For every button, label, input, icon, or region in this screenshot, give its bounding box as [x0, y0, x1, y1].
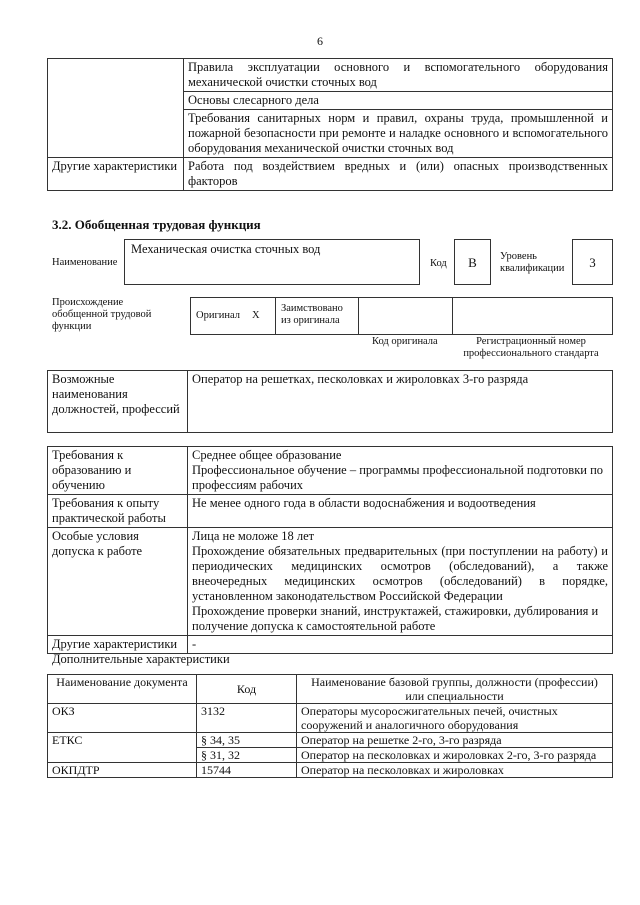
cell-name: Оператор на решетке 2-го, 3-го разряда [297, 733, 613, 748]
row-text: Основы слесарного дела [184, 92, 613, 110]
table-header-row [48, 675, 613, 704]
cell-code: § 34, 35 [197, 733, 297, 748]
cell-name: Операторы мусоросжигательных печей, очистных сооружений и аналогичного оборудования [297, 704, 613, 733]
level-value: 3 [572, 239, 613, 285]
origin-label: Происхождение обобщенной трудовой функции [52, 297, 152, 332]
row-label: Другие характеристики [48, 158, 184, 191]
header-cell: Наименование базовой группы, должности (профессии) или специальности [297, 675, 613, 704]
row-text: Оператор на решетках, песколовках и жироловках 3-го разряда [188, 371, 613, 433]
row-label: Требования к образованию и обучению [48, 447, 188, 495]
function-name-value: Механическая очистка сточных вод [124, 239, 420, 285]
cell-code: § 31, 32 [197, 748, 297, 763]
cell-name: Оператор на песколовках и жироловках [297, 763, 613, 778]
divider [452, 297, 453, 335]
original-label: Оригинал [196, 310, 240, 321]
table-row [48, 733, 613, 748]
additional-title: Дополнительные характеристики [52, 652, 230, 666]
cell-code: 15744 [197, 763, 297, 778]
additional-table [47, 674, 613, 778]
table-row [48, 59, 613, 92]
top-characteristics-table [47, 58, 613, 191]
table-row [48, 636, 613, 654]
code-label: Код [430, 258, 447, 269]
row-label: Особые условия допуска к работе [48, 528, 188, 636]
row-label: Возможные наименования должностей, профессий [48, 371, 188, 433]
header-cell: Наименование документа [48, 675, 197, 704]
page-number: 6 [317, 34, 323, 48]
borrowed-label: Заимствовано из оригинала [281, 303, 343, 326]
divider [358, 297, 359, 335]
row-text: Правила эксплуатации основного и вспомогательного оборудования механической очистки сточных вод [184, 59, 613, 92]
table-row [48, 371, 613, 433]
row-text: Прохождение проверки знаний, инструктажей, стажировки, дублирования и получение допуска к самостоятельной работе [192, 604, 599, 633]
row-text: Работа под воздействием вредных и (или) опасных производственных факторов [184, 158, 613, 191]
reg-number-caption: Регистрационный номер профессионального стандарта [463, 336, 599, 359]
name-label: Наименование [52, 257, 118, 268]
row-text: Среднее общее образование [192, 448, 342, 462]
table-row [48, 704, 613, 733]
cell-code: 3132 [197, 704, 297, 733]
function-code-value: B [454, 239, 491, 285]
row-text: Требования санитарных норм и правил, охраны труда, промышленной и пожарной безопасности при ремонте и наладке основного и вспомогательного оборудования механической очистки сточных вод [184, 110, 613, 158]
row-label: Требования к опыту практической работы [48, 495, 188, 528]
table-row [48, 528, 613, 636]
level-label: Уровень квалификации [500, 251, 565, 274]
row-text: - [188, 636, 613, 654]
row-text: Лица не моложе 18 лет [192, 529, 315, 543]
row-text: Прохождение обязательных предварительных (при поступлении на работу) и периодических медицинских осмотров (обследований), а также внеочередных медицинских осмотров (обследований) в порядке, установленном законодательством Российской Федерации [192, 544, 608, 603]
row-label: Другие характеристики [48, 636, 188, 654]
cell-doc: ЕТКС [48, 733, 197, 763]
divider [275, 297, 276, 335]
original-mark: X [252, 310, 260, 321]
table-row [48, 158, 613, 191]
table-row [48, 763, 613, 778]
requirements-table [47, 446, 613, 654]
table-row [48, 495, 613, 528]
header-cell: Код [197, 675, 297, 704]
cell-doc: ОКЗ [48, 704, 197, 733]
table-row [48, 447, 613, 495]
positions-table [47, 370, 613, 433]
row-text: Профессиональное обучение – программы профессиональной подготовки по профессиям рабочих [192, 463, 604, 492]
row-text: Не менее одного года в области водоснабжения и водоотведения [188, 495, 613, 528]
section-title: 3.2. Обобщенная трудовая функция [52, 217, 261, 232]
code-original-caption: Код оригинала [372, 336, 438, 347]
cell-name: Оператор на песколовках и жироловках 2-го, 3-го разряда [297, 748, 613, 763]
row-label [48, 59, 184, 158]
cell-doc: ОКПДТР [48, 763, 197, 778]
